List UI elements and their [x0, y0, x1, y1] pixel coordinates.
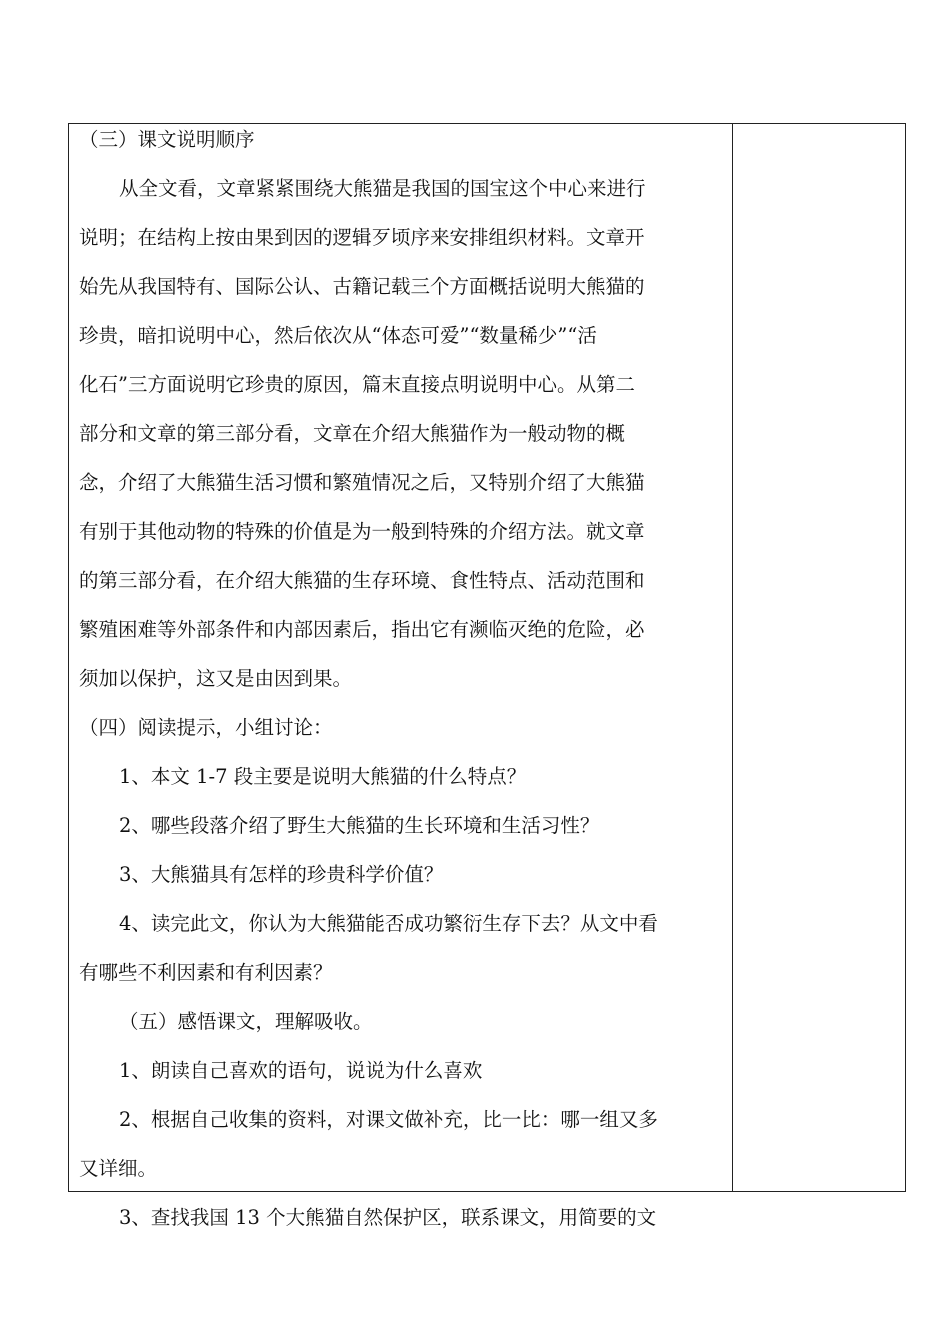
text-line: 繁殖困难等外部条件和内部因素后，指出它有濒临灭绝的危险，必: [79, 618, 645, 641]
text-line: 2、哪些段落介绍了野生大熊猫的生长环境和生活习性？: [119, 814, 600, 837]
text-line: （五）感悟课文，理解吸收。: [119, 1010, 373, 1033]
text-line: （四）阅读提示，小组讨论：: [79, 716, 333, 739]
text-line: 有别于其他动物的特殊的价值是为一般到特殊的介绍方法。就文章: [79, 520, 645, 543]
content-cell: [69, 124, 732, 1229]
text-line: 说明；在结构上按由果到因的逻辑歹顷序来安排组织材料。文章开: [79, 226, 645, 249]
text-line: 3、大熊猫具有怎样的珍贵科学价值？: [119, 863, 444, 886]
text-line: 1、本文 1-7 段主要是说明大熊猫的什么特点？: [119, 765, 527, 788]
text-line: 有哪些不利因素和有利因素？: [79, 961, 333, 984]
text-line: 1、朗读自己喜欢的语句，说说为什么喜欢: [119, 1059, 483, 1082]
text-line: （三）课文说明顺序: [79, 128, 255, 151]
text-line: 3、查找我国 13 个大熊猫自然保护区，联系课文，用简要的文: [119, 1206, 657, 1229]
text-line: 念，介绍了大熊猫生活习惯和繁殖情况之后，又特别介绍了大熊猫: [79, 471, 645, 494]
text-line: 从全文看，文章紧紧围绕大熊猫是我国的国宝这个中心来进行: [119, 177, 646, 200]
notes-cell: [734, 124, 905, 1191]
column-divider: [732, 124, 733, 1191]
text-line: 部分和文章的第三部分看，文章在介绍大熊猫作为一般动物的概: [79, 422, 626, 445]
text-line: 又详细。: [79, 1157, 158, 1180]
text-line: 化石”三方面说明它珍贵的原因，篇末直接点明说明中心。从第二: [79, 373, 635, 396]
text-line: 2、根据自己收集的资料，对课文做补充，比一比：哪一组又多: [119, 1108, 658, 1131]
text-line: 4、读完此文，你认为大熊猫能否成功繁衍生存下去？从文中看: [119, 912, 658, 935]
text-line: 始先从我国特有、国际公认、古籍记载三个方面概括说明大熊猫的: [79, 275, 645, 298]
text-line: 的第三部分看，在介绍大熊猫的生存环境、食性特点、活动范围和: [79, 569, 645, 592]
text-line: 须加以保护，这又是由因到果。: [79, 667, 353, 690]
lesson-table: [68, 123, 906, 1229]
text-line: 珍贵，暗扣说明中心，然后依次从“体态可爱”“数量稀少”“活: [79, 324, 597, 347]
